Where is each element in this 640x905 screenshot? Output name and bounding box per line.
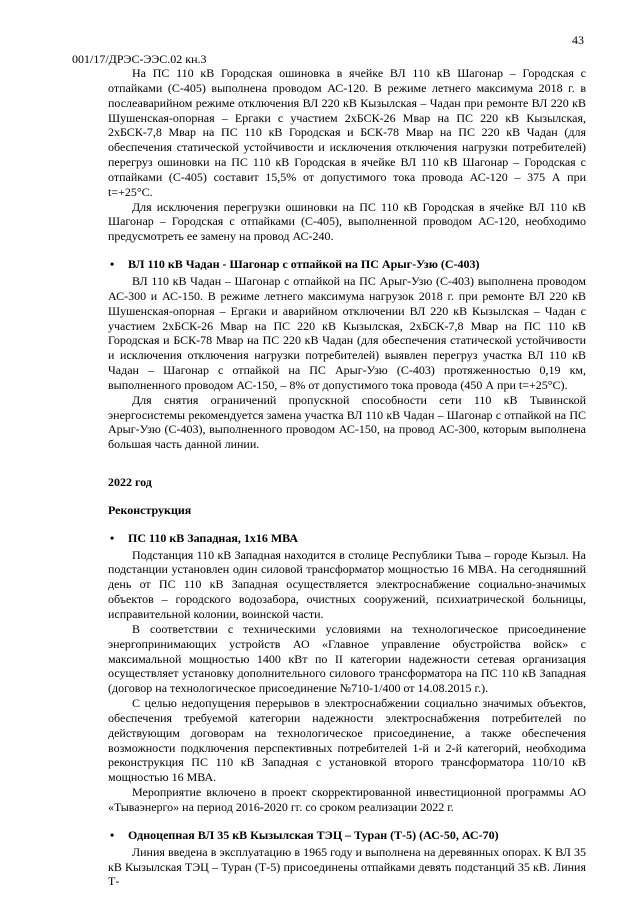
page-number: 43 (572, 33, 584, 47)
section-heading-bullet: • Одноцепная ВЛ 35 кВ Кызылская ТЭЦ – Туран (Т-5) (АС-50, АС-70) (108, 828, 586, 843)
year-heading: 2022 год (108, 475, 152, 490)
paragraph: Для исключения перегрузки ошиновки на ПС 110 кВ Городская в ячейке ВЛ 110 кВ Шагонар – Городская с отпайками (С-405), выполненной проводом АС-120, необходимо предусмотреть ее замену на провод АС-240. (108, 199, 586, 244)
paragraph: Мероприятие включено в проект скорректированной инвестиционной программы АО «Тываэнерго» на период 2016-2020 гг. со сроком реализации 2022 г. (108, 785, 586, 814)
section-heading-bullet: • ПС 110 кВ Западная, 1х16 МВА (108, 531, 586, 546)
paragraph: На ПС 110 кВ Городская ошиновка в ячейке ВЛ 110 кВ Шагонар – Городская с отпайками (С-405) выполнена проводом АС-120. В режиме летнего максимума 2018 г. в послеаварийном режиме отключения ВЛ 220 кВ Кызылская – Чадан при ремонте ВЛ 220 кВ Шушенская-опорная – Ергаки с участием 2хБСК-26 Мвар на ПС 220 кВ Кызылская, 2хБСК-7,8 Мвар на ПС 110 кВ Городская и БСК-78 Мвар на ПС 220 кВ Чадан (для обеспечения статической устойчивости и исключения отключения нагрузки потребителей) перегруз ошиновки на ПС 110 кВ Городская в ячейке ВЛ 110 кВ Шагонар – Городская с отпайками (С-405) составит 15,5% от допустимого тока провода АС-120 – 375 А при t=+25°С. (108, 66, 586, 199)
paragraph: ВЛ 110 кВ Чадан – Шагонар с отпайкой на ПС Арыг-Узю (С-403) выполнена проводом АС-300 и АС-150. В режиме летнего максимума нагрузок 2018 г. при ремонте ВЛ 220 кВ Шушенская-опорная – Ергаки и аварийном отключении ВЛ 220 кВ Кызылская – Чадан с участием 2хБСК-26 Мвар на ПС 220 кВ Кызылская, 2хБСК-7,8 Мвар на ПС 110 кВ Городская и БСК-78 Мвар на ПС 220 кВ Чадан (для обеспечения статической устойчивости и исключения отключения нагрузки потребителей) выявлен перегруз участка ВЛ 110 кВ Чадан – Шагонар с отпайкой на ПС Арыг-Узю (С-403) протяженностью 0,19 км, выполненного проводом АС-150, – 8% от допустимого тока провода (450 А при t=+25°С). (108, 273, 586, 392)
paragraph: Линия введена в эксплуатацию в 1965 году и выполнена на деревянных опорах. К ВЛ 35 кВ Кызылская ТЭЦ – Туран (Т-5) присоединены отпайками девять подстанций 35 кВ. Линия Т- (108, 844, 586, 889)
reconstruction-heading: Реконструкция (108, 502, 192, 517)
document-body (108, 66, 586, 889)
paragraph: В соответствии с техническими условиями на технологическое присоединение энергопринимающих устройств АО «Главное управление обустройства войск» с максимальной мощностью 1400 кВт по II категории надежности сетевая организация осуществляет установку дополнительного силового трансформатора на ПС 110 кВ Западная (договор на технологическое присоединение №710-1/400 от 14.08.2015 г.). (108, 621, 586, 696)
document-code: 001/17/ДРЭС-ЭЭС.02 кн.3 (72, 52, 207, 66)
paragraph: Для снятия ограничений пропускной способности сети 110 кВ Тывинской энергосистемы рекомендуется замена участка ВЛ 110 кВ Чадан – Шагонар с отпайкой на ПС Арыг-Узю (С-403), выполненного проводом АС-150, на провод АС-300, которым выполнена большая часть данной линии. (108, 392, 586, 452)
paragraph: С целью недопущения перерывов в электроснабжении социально значимых объектов, обеспечения требуемой категории надежности электроснабжения потребителей по действующим договорам на технологическое присоединение, а также обеспечения возможности подключения перспективных потребителей 1-й и 2-й категорий, необходима реконструкция ПС 110 кВ Западная с установкой второго трансформатора 110/10 кВ мощностью 16 МВА. (108, 696, 586, 785)
section-heading-bullet: • ВЛ 110 кВ Чадан - Шагонар с отпайкой на ПС Арыг-Узю (С-403) (108, 257, 586, 272)
paragraph: Подстанция 110 кВ Западная находится в столице Республики Тыва – городе Кызыл. На подстанции установлен один силовой трансформатор мощностью 16 МВА. На сегодняшний день от ПС 110 кВ Западная осуществляется электроснабжение социально-значимых объектов – городского водозабора, очистных сооружений, психиатрической больницы, исправительной колонии, воинской части. (108, 547, 586, 621)
